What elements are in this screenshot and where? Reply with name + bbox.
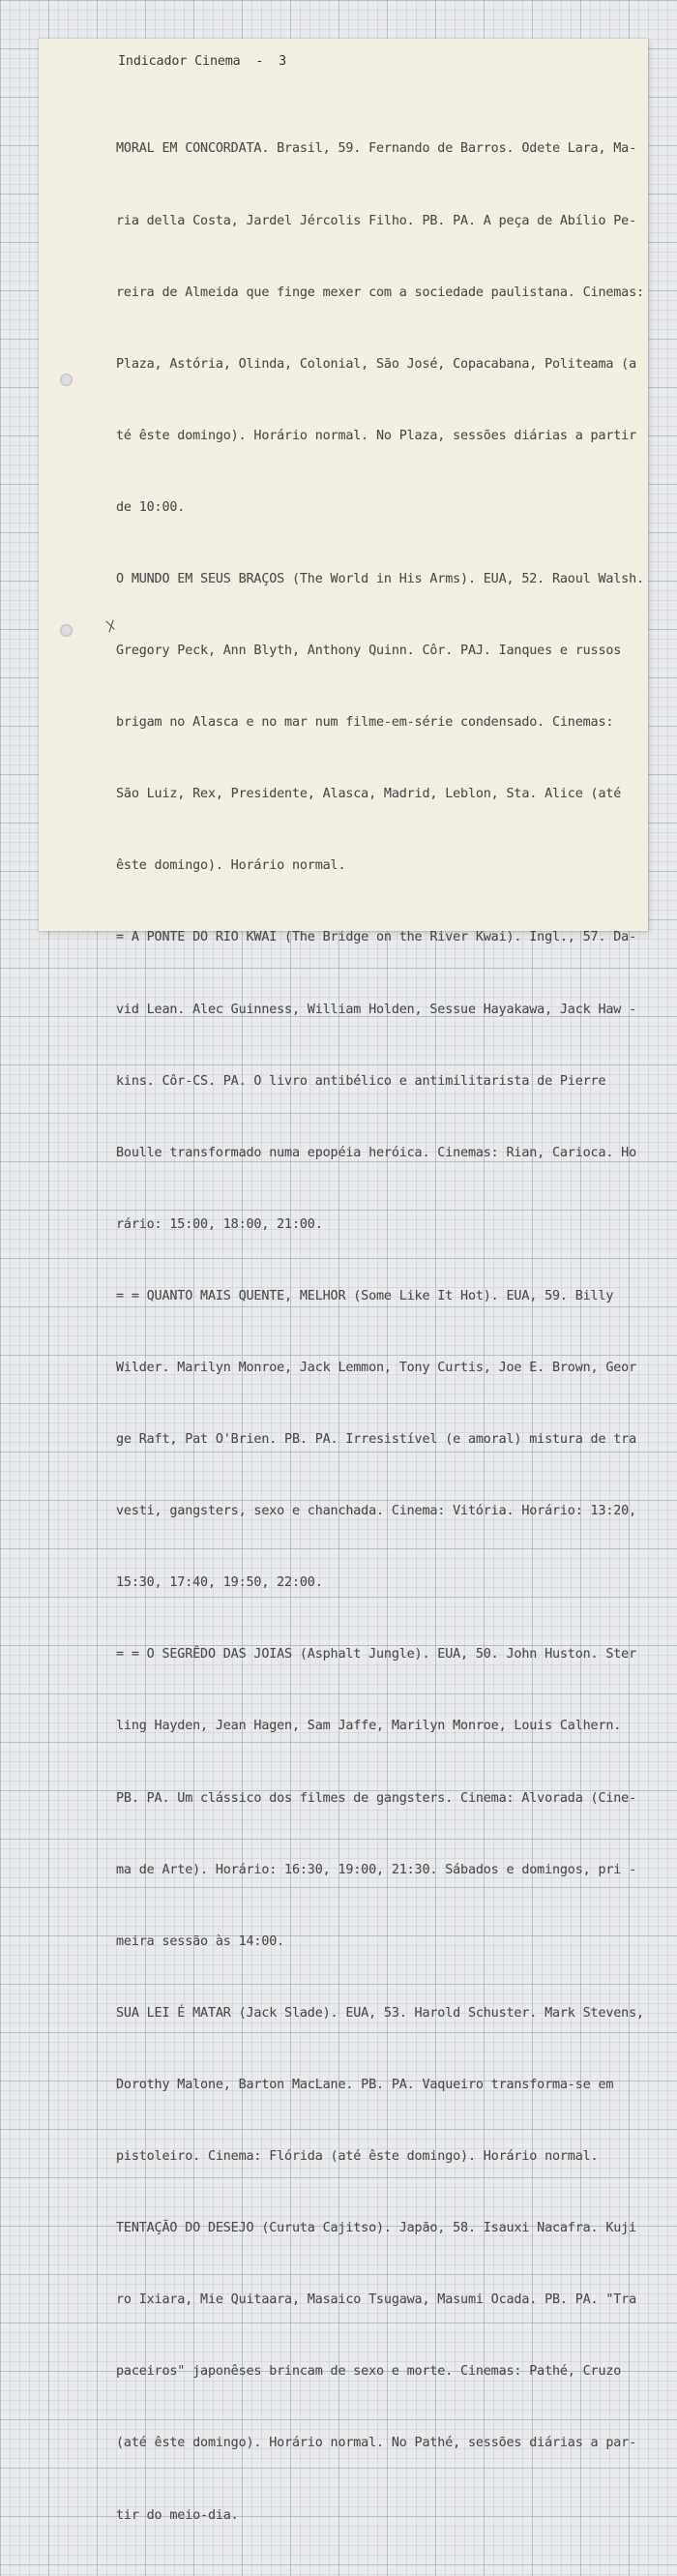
text-line: ling Hayden, Jean Hagen, Sam Jaffe, Marilyn Monroe, Louis Calhern. xyxy=(116,1719,622,1734)
text-line: Dorothy Malone, Barton MacLane. PB. PA. Vaqueiro transforma-se em xyxy=(116,2077,614,2092)
text-line: pistoleiro. Cinema: Flórida (até êste domingo). Horário normal. xyxy=(116,2149,599,2165)
text-line: = = QUANTO MAIS QUENTE, MELHOR (Some Like It Hot). EUA, 59. Billy xyxy=(116,1288,614,1303)
text-line: rário: 15:00, 18:00, 21:00. xyxy=(116,1216,323,1232)
text-line: = = O SEGRÊDO DAS JOIAS (Asphalt Jungle). EUA, 50. John Huston. Ster xyxy=(116,1647,637,1662)
listings-text xyxy=(116,90,643,2576)
text-line: ria della Costa, Jardel Jércolis Filho. PB. PA. A peça de Abílio Pe- xyxy=(116,213,637,228)
text-line: Boulle transformado numa epopéia heróica. Cinemas: Rian, Carioca. Ho xyxy=(116,1145,637,1160)
text-line: reira de Almeida que finge mexer com a sociedade paulistana. Cinemas: xyxy=(116,285,644,300)
text-line: de 10:00. xyxy=(116,499,186,515)
text-line: ma de Arte). Horário: 16:30, 19:00, 21:30. Sábados e domingos, pri - xyxy=(116,1862,637,1877)
text-line: PB. PA. Um clássico dos filmes de gangsters. Cinema: Alvorada (Cine- xyxy=(116,1790,637,1806)
text-line: êste domingo). Horário normal. xyxy=(116,858,346,874)
text-line: = A PONTE DO RIO KWAI (The Bridge on the River Kwai). Ingl., 57. Da- xyxy=(116,930,637,945)
text-line: 15:30, 17:40, 19:50, 22:00. xyxy=(116,1575,323,1591)
punch-hole-bottom xyxy=(60,624,73,637)
text-line: Gregory Peck, Ann Blyth, Anthony Quinn. Côr. PAJ. Ianques e russos xyxy=(116,644,622,659)
text-line: SUA LEI É MATAR (Jack Slade). EUA, 53. Harold Schuster. Mark Stevens, xyxy=(116,2005,644,2021)
text-line: O MUNDO EM SEUS BRAÇOS (The World in His Arms). EUA, 52. Raoul Walsh. xyxy=(116,571,644,586)
text-line: brigam no Alasca e no mar num filme-em-série condensado. Cinemas: xyxy=(116,715,614,731)
pen-mark-icon xyxy=(104,617,118,635)
text-line: tir do meio-dia. xyxy=(116,2507,239,2523)
text-line: Plaza, Astória, Olinda, Colonial, São José, Copacabana, Politeama (a xyxy=(116,356,637,372)
text-line: TENTAÇÃO DO DESEJO (Curuta Cajitso). Japão, 58. Isauxi Nacafra. Kuji xyxy=(116,2221,637,2236)
punch-hole-top xyxy=(60,374,73,386)
text-line: meira sessão às 14:00. xyxy=(116,1933,285,1949)
page-header: Indicador Cinema - 3 xyxy=(118,54,287,69)
text-line: vesti, gangsters, sexo e chanchada. Cinema: Vitória. Horário: 13:20, xyxy=(116,1504,637,1519)
text-line: té êste domingo). Horário normal. No Plaza, sessões diárias a partir xyxy=(116,428,637,443)
text-line: kins. Côr-CS. PA. O livro antibélico e antimilitarista de Pierre xyxy=(116,1073,606,1089)
text-line: ro Ixiara, Mie Quitaara, Masaico Tsugawa, Masumi Ocada. PB. PA. "Tra xyxy=(116,2292,637,2308)
text-line: MORAL EM CONCORDATA. Brasil, 59. Fernando de Barros. Odete Lara, Ma- xyxy=(116,141,637,157)
text-line: (até êste domingo). Horário normal. No Pathé, sessões diárias a par- xyxy=(116,2436,637,2451)
typewritten-page xyxy=(39,39,648,2523)
text-line: Wilder. Marilyn Monroe, Jack Lemmon, Tony Curtis, Joe E. Brown, Geor xyxy=(116,1361,637,1375)
text-line: ge Raft, Pat O'Brien. PB. PA. Irresistível (e amoral) mistura de tra xyxy=(116,1432,637,1448)
text-line: paceiros" japonêses brincam de sexo e morte. Cinemas: Pathé, Cruzo xyxy=(116,2364,622,2380)
text-line: São Luiz, Rex, Presidente, Alasca, Madrid, Leblon, Sta. Alice (até xyxy=(116,787,622,802)
text-line: vid Lean. Alec Guinness, William Holden, Sessue Hayakawa, Jack Haw - xyxy=(116,1002,637,1017)
